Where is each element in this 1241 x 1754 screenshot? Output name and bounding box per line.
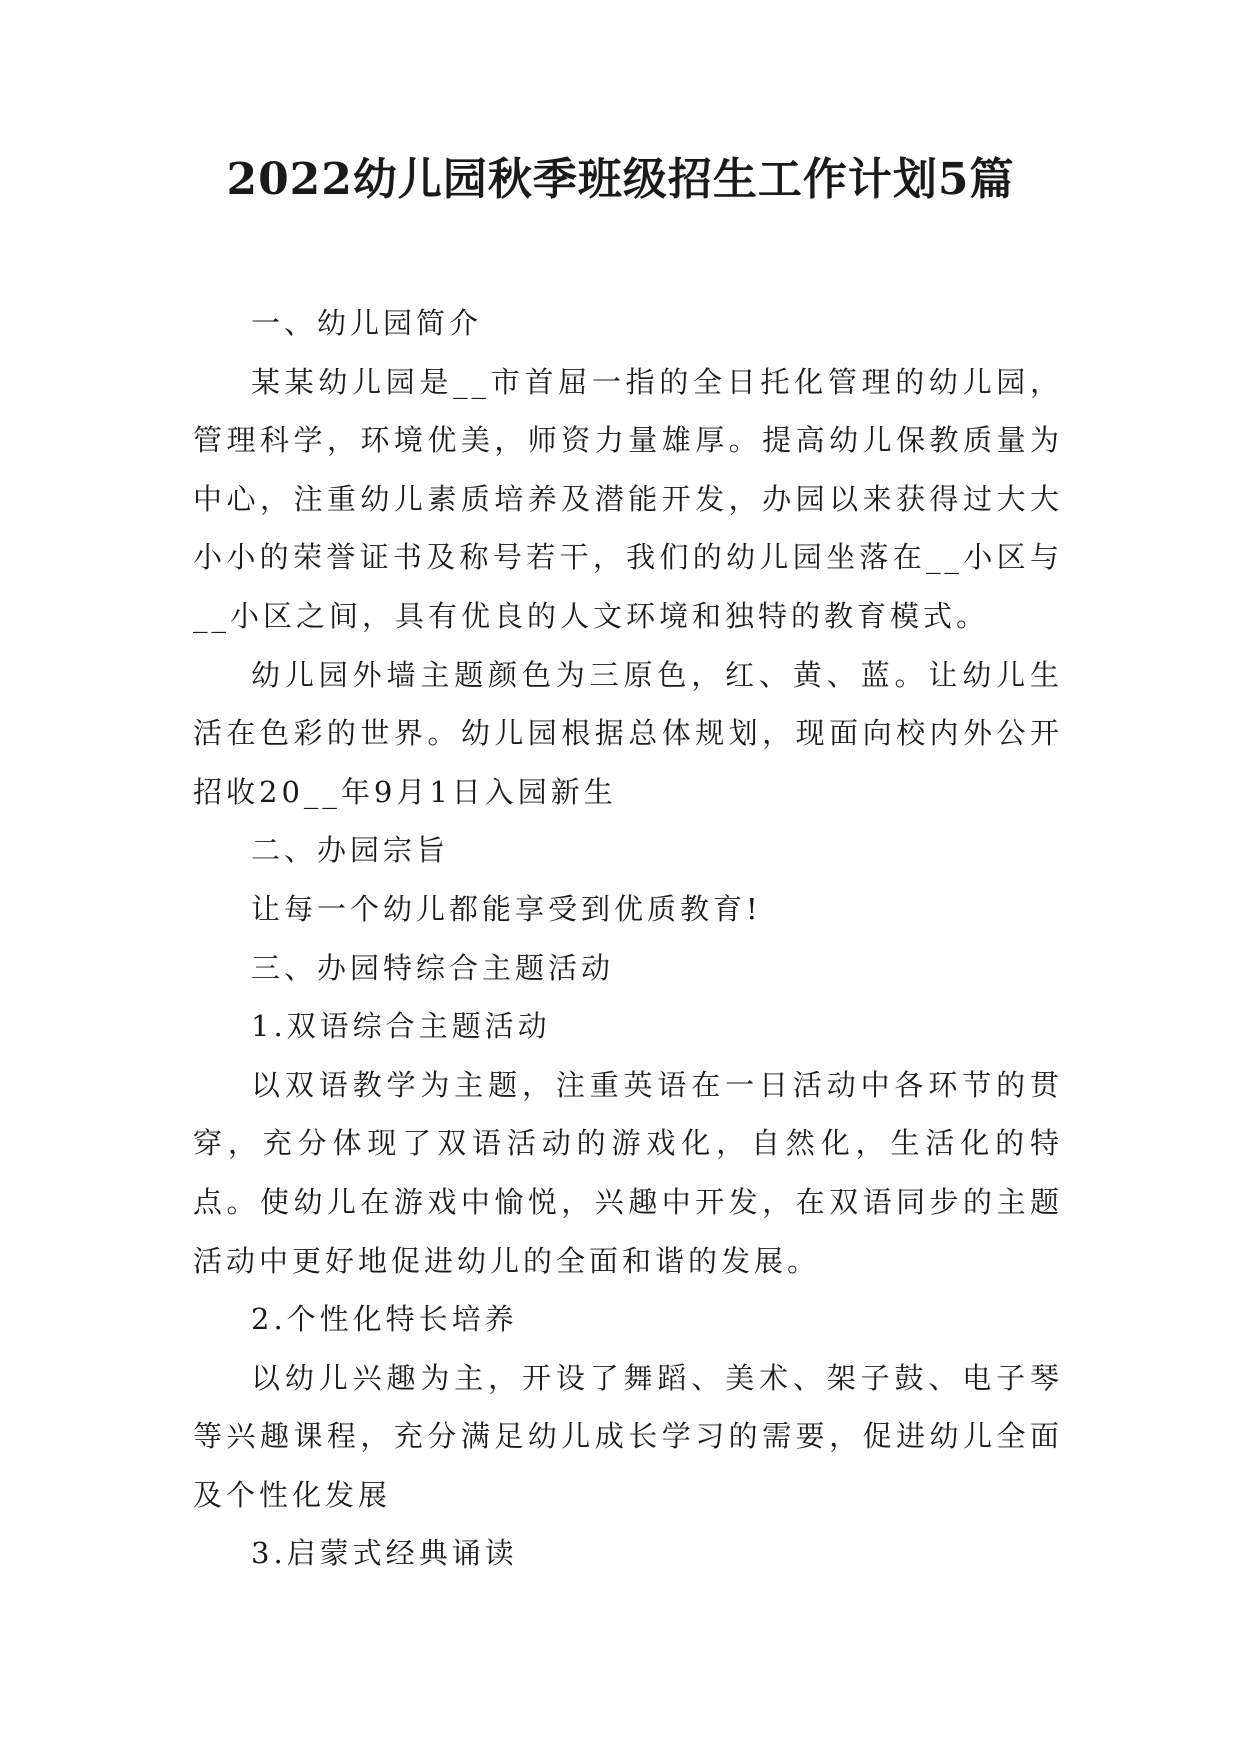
section-heading-intro: 一、幼儿园简介: [251, 306, 483, 340]
subheading-classics: 3.启蒙式经典诵读: [251, 1536, 518, 1571]
document-title: 2022幼儿园秋季班级招生工作计划5篇: [226, 154, 1015, 205]
paragraph-bilingual: 以双语教学为主题，注重英语在一日活动中各环节的贯穿，充分体现了双语活动的游戏化，自然化，生活化的特点。使幼儿在游戏中愉悦，兴趣中开发，在双语同步的主题活动中更好地促进幼儿的全面和谐的发展。: [193, 1067, 1063, 1278]
paragraph-talent: 以幼儿兴趣为主，开设了舞蹈、美术、架子鼓、电子琴等兴趣课程，充分满足幼儿成长学习的需要，促进幼儿全面及个性化发展: [193, 1360, 1063, 1512]
section-heading-purpose: 二、办园宗旨: [251, 833, 450, 868]
subheading-talent: 2.个性化特长培养: [251, 1302, 518, 1337]
document-body: [193, 294, 1063, 1583]
section-heading-activities: 三、办园特综合主题活动: [251, 950, 615, 985]
paragraph-intro: 某某幼儿园是__市首屈一指的全日托化管理的幼儿园，管理科学，环境优美，师资力量雄厚。提高幼儿保教质量为中心，注重幼儿素质培养及潜能开发，办园以来获得过大大小小的荣誉证书及称号若干，我们的幼儿园坐落在__小区与__小区之间，具有优良的人文环境和独特的教育模式。: [193, 364, 1063, 633]
paragraph-purpose: 让每一个幼儿都能享受到优质教育!: [251, 891, 762, 926]
subheading-bilingual: 1.双语综合主题活动: [251, 1009, 551, 1044]
paragraph-colors: 幼儿园外墙主题颜色为三原色，红、黄、蓝。让幼儿生活在色彩的世界。幼儿园根据总体规划，现面向校内外公开招收20__年9月1日入园新生: [193, 657, 1063, 809]
